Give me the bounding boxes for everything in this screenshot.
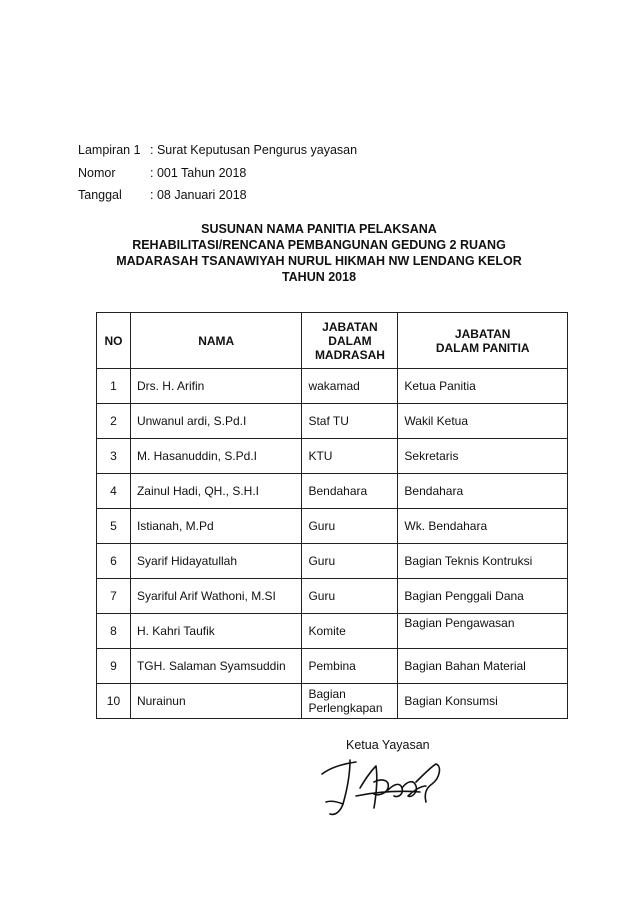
row-jabatan-madrasah-line1: Bagian: [308, 687, 346, 701]
row-nama: TGH. Salaman Syamsuddin: [130, 649, 302, 684]
table-header-row: [97, 313, 568, 369]
tanggal-line: [78, 188, 247, 202]
row-jabatan-panitia: Bagian Teknis Kontruksi: [398, 544, 568, 579]
row-jabatan-madrasah: Guru: [302, 579, 398, 614]
lampiran-value: : Surat Keputusan Pengurus yayasan: [150, 143, 358, 157]
signature-role: Ketua Yayasan: [346, 738, 430, 752]
row-jabatan-madrasah: wakamad: [302, 369, 398, 404]
col-header-jabatan-panitia: [398, 313, 568, 369]
row-jabatan-panitia: Bendahara: [398, 474, 568, 509]
row-jabatan-madrasah: Guru: [302, 544, 398, 579]
nomor-label: Nomor: [78, 166, 116, 180]
row-no: 4: [97, 474, 131, 509]
tanggal-value: : 08 Januari 2018: [150, 188, 247, 202]
row-jabatan-panitia: Bagian Konsumsi: [398, 684, 568, 719]
row-jabatan-panitia: Wk. Bendahara: [398, 509, 568, 544]
row-no: 6: [97, 544, 131, 579]
table-row: [97, 369, 568, 404]
committee-table: [96, 312, 568, 719]
row-jabatan-madrasah: Bendahara: [302, 474, 398, 509]
row-jabatan-madrasah: Guru: [302, 509, 398, 544]
table-row: [97, 614, 568, 649]
row-no: 5: [97, 509, 131, 544]
row-jabatan-panitia: Bagian Bahan Material: [398, 649, 568, 684]
row-jabatan-madrasah: Staf TU: [302, 404, 398, 439]
row-jabatan-panitia: Ketua Panitia: [398, 369, 568, 404]
title-line-2: REHABILITASI/RENCANA PEMBANGUNAN GEDUNG 2 RUANG: [132, 238, 506, 252]
title-line-4: TAHUN 2018: [281, 270, 357, 284]
title-line-3: MADARASAH TSANAWIYAH NURUL HIKMAH NW LENDANG KELOR: [116, 254, 522, 268]
row-jabatan-madrasah-line2: Perlengkapan: [308, 701, 383, 715]
row-jabatan-panitia: Sekretaris: [398, 439, 568, 474]
document-title: [0, 221, 638, 285]
col-header-jabatan-madrasah: [302, 313, 398, 369]
row-no: 2: [97, 404, 131, 439]
table-row: [97, 579, 568, 614]
table-row: [97, 439, 568, 474]
row-nama: H. Kahri Taufik: [130, 614, 302, 649]
row-jabatan-madrasah: [302, 684, 398, 719]
lampiran-line: [78, 143, 357, 157]
row-nama: Istianah, M.Pd: [130, 509, 302, 544]
col-header-no: NO: [97, 313, 131, 369]
row-nama: Syarif Hidayatullah: [130, 544, 302, 579]
table-row: [97, 684, 568, 719]
table-row: [97, 544, 568, 579]
row-jabatan-panitia: Wakil Ketua: [398, 404, 568, 439]
row-jabatan-panitia: Bagian Penggali Dana: [398, 579, 568, 614]
nomor-value: : 001 Tahun 2018: [150, 166, 247, 180]
table-row: [97, 404, 568, 439]
row-no: 7: [97, 579, 131, 614]
row-nama: Nurainun: [130, 684, 302, 719]
row-nama: Drs. H. Arifin: [130, 369, 302, 404]
row-no: 9: [97, 649, 131, 684]
row-no: 1: [97, 369, 131, 404]
row-jabatan-madrasah: Pembina: [302, 649, 398, 684]
row-nama: Syariful Arif Wathoni, M.SI: [130, 579, 302, 614]
row-jabatan-panitia: Bagian Pengawasan: [398, 614, 568, 649]
col-header-jabatan-madrasah-line3: MADRASAH: [314, 347, 385, 362]
row-jabatan-madrasah: Komite: [302, 614, 398, 649]
col-header-jabatan-panitia-line2: DALAM PANITIA: [435, 340, 530, 355]
row-no: 3: [97, 439, 131, 474]
row-nama: Zainul Hadi, QH., S.H.I: [130, 474, 302, 509]
title-line-1: SUSUNAN NAMA PANITIA PELAKSANA: [201, 222, 437, 236]
col-header-jabatan-panitia-line1: JABATAN: [454, 326, 511, 341]
row-nama: M. Hasanuddin, S.Pd.I: [130, 439, 302, 474]
table-row: [97, 474, 568, 509]
handwritten-signature: [316, 752, 446, 822]
row-no: 8: [97, 614, 131, 649]
row-nama: Unwanul ardi, S.Pd.I: [130, 404, 302, 439]
row-jabatan-madrasah: KTU: [302, 439, 398, 474]
col-header-jabatan-madrasah-line2: DALAM: [328, 333, 372, 348]
row-no: 10: [97, 684, 131, 719]
col-header-jabatan-madrasah-line1: JABATAN: [322, 319, 378, 334]
table-row: [97, 509, 568, 544]
nomor-line: [78, 166, 246, 180]
col-header-nama: NAMA: [130, 313, 302, 369]
lampiran-label: Lampiran 1: [78, 143, 141, 157]
table-row: [97, 649, 568, 684]
tanggal-label: Tanggal: [78, 188, 122, 202]
